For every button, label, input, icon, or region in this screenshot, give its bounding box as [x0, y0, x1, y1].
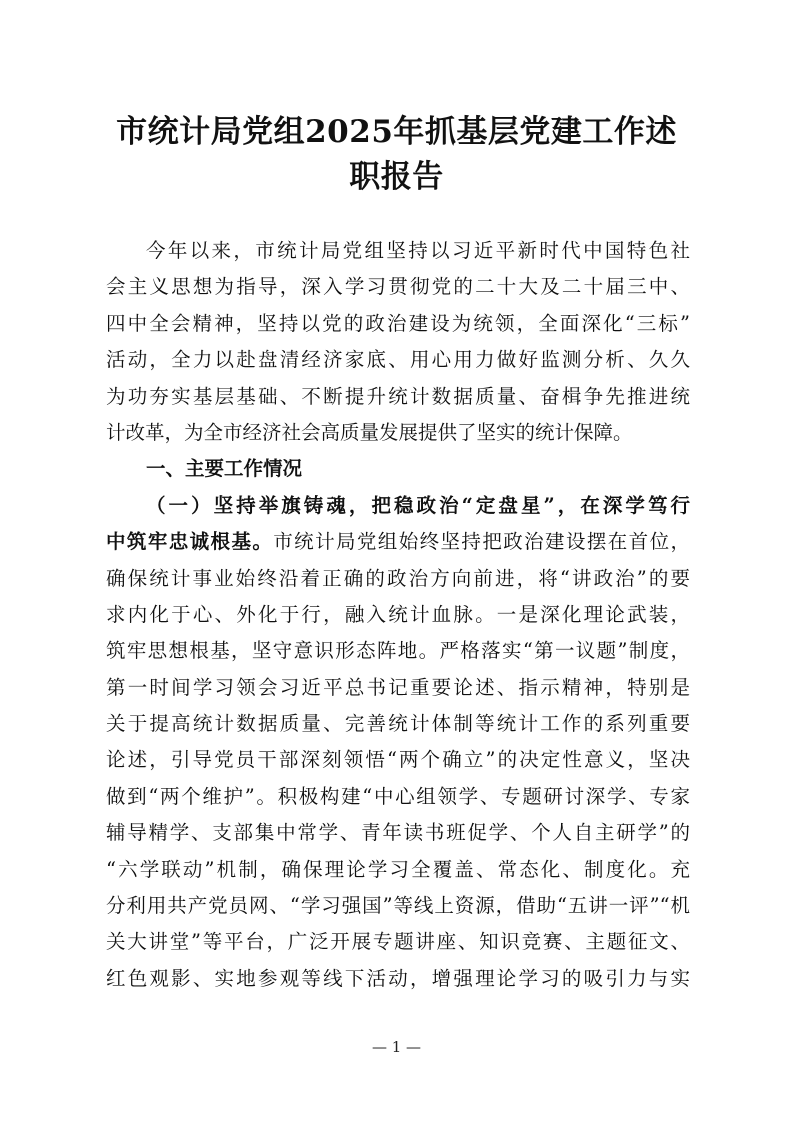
paragraph-line: 求内化于心、外化于行，融入统计血脉。一是深化理论武装， — [106, 602, 690, 626]
subsection-line — [106, 524, 690, 560]
paragraph-line: 确保统计事业始终沿着正确的政治方向前进，将“讲政治”的要 — [106, 566, 690, 590]
paragraph-line: 论述，引导党员干部深刻领悟“两个确立”的决定性意义，坚决 — [106, 748, 690, 772]
paragraph-line: 做到“两个维护”。积极构建“中心组领学、专题研讨深学、专家 — [106, 784, 690, 808]
paragraph-line: 红色观影、实地参观等线下活动，增强理论学习的吸引力与实 — [106, 966, 690, 990]
intro-line: 为功夯实基层基础、不断提升统计数据质量、奋楫争先推进统 — [106, 384, 690, 408]
title-line-1: 市统计局党组2025年抓基层党建工作述 — [116, 114, 677, 150]
subsection-heading-end: 中筑牢忠诚根基。 — [106, 530, 274, 554]
intro-line: 今年以来，市统计局党组坚持以习近平新时代中国特色社 — [146, 239, 690, 262]
subsection-text: 市统计局党组始终坚持把政治建设摆在首位， — [273, 530, 690, 554]
paragraph-line: “六学联动”机制，确保理论学习全覆盖、常态化、制度化。充 — [106, 857, 690, 881]
paragraph-line: 辅导精学、支部集中常学、青年读书班促学、个人自主研学”的 — [106, 821, 690, 845]
intro-line: 四中全会精神，坚持以党的政治建设为统领，全面深化“三标” — [106, 311, 690, 335]
paragraph-line: 筑牢思想根基，坚守意识形态阵地。严格落实“第一议题”制度， — [106, 639, 690, 663]
page-number: — 1 — — [371, 1038, 422, 1056]
paragraph-line: 关于提高统计数据质量、完善统计体制等统计工作的系列重要 — [106, 712, 690, 736]
document-body — [106, 233, 690, 997]
paragraph-line: 第一时间学习领会习近平总书记重要论述、指示精神，特别是 — [106, 675, 690, 699]
title-line-2: 职报告 — [349, 159, 444, 195]
subsection-heading-line: （一）坚持举旗铸魂，把稳政治“定盘星”，在深学笃行 — [146, 493, 690, 517]
paragraph-line: 分利用共产党员网、“学习强国”等线上资源，借助“五讲一评”“机 — [106, 894, 690, 918]
paragraph-line: 关大讲堂”等平台，广泛开展专题讲座、知识竞赛、主题征文、 — [106, 930, 690, 954]
intro-line: 会主义思想为指导，深入学习贯彻党的二十大及二十届三中、 — [106, 275, 690, 299]
intro-line: 活动，全力以赴盘清经济家底、用心用力做好监测分析、久久 — [106, 348, 690, 372]
intro-line: 计改革，为全市经济社会高质量发展提供了坚实的统计保障。 — [106, 420, 633, 444]
section-heading: 一、主要工作情况 — [146, 457, 303, 481]
document-title — [100, 110, 693, 200]
